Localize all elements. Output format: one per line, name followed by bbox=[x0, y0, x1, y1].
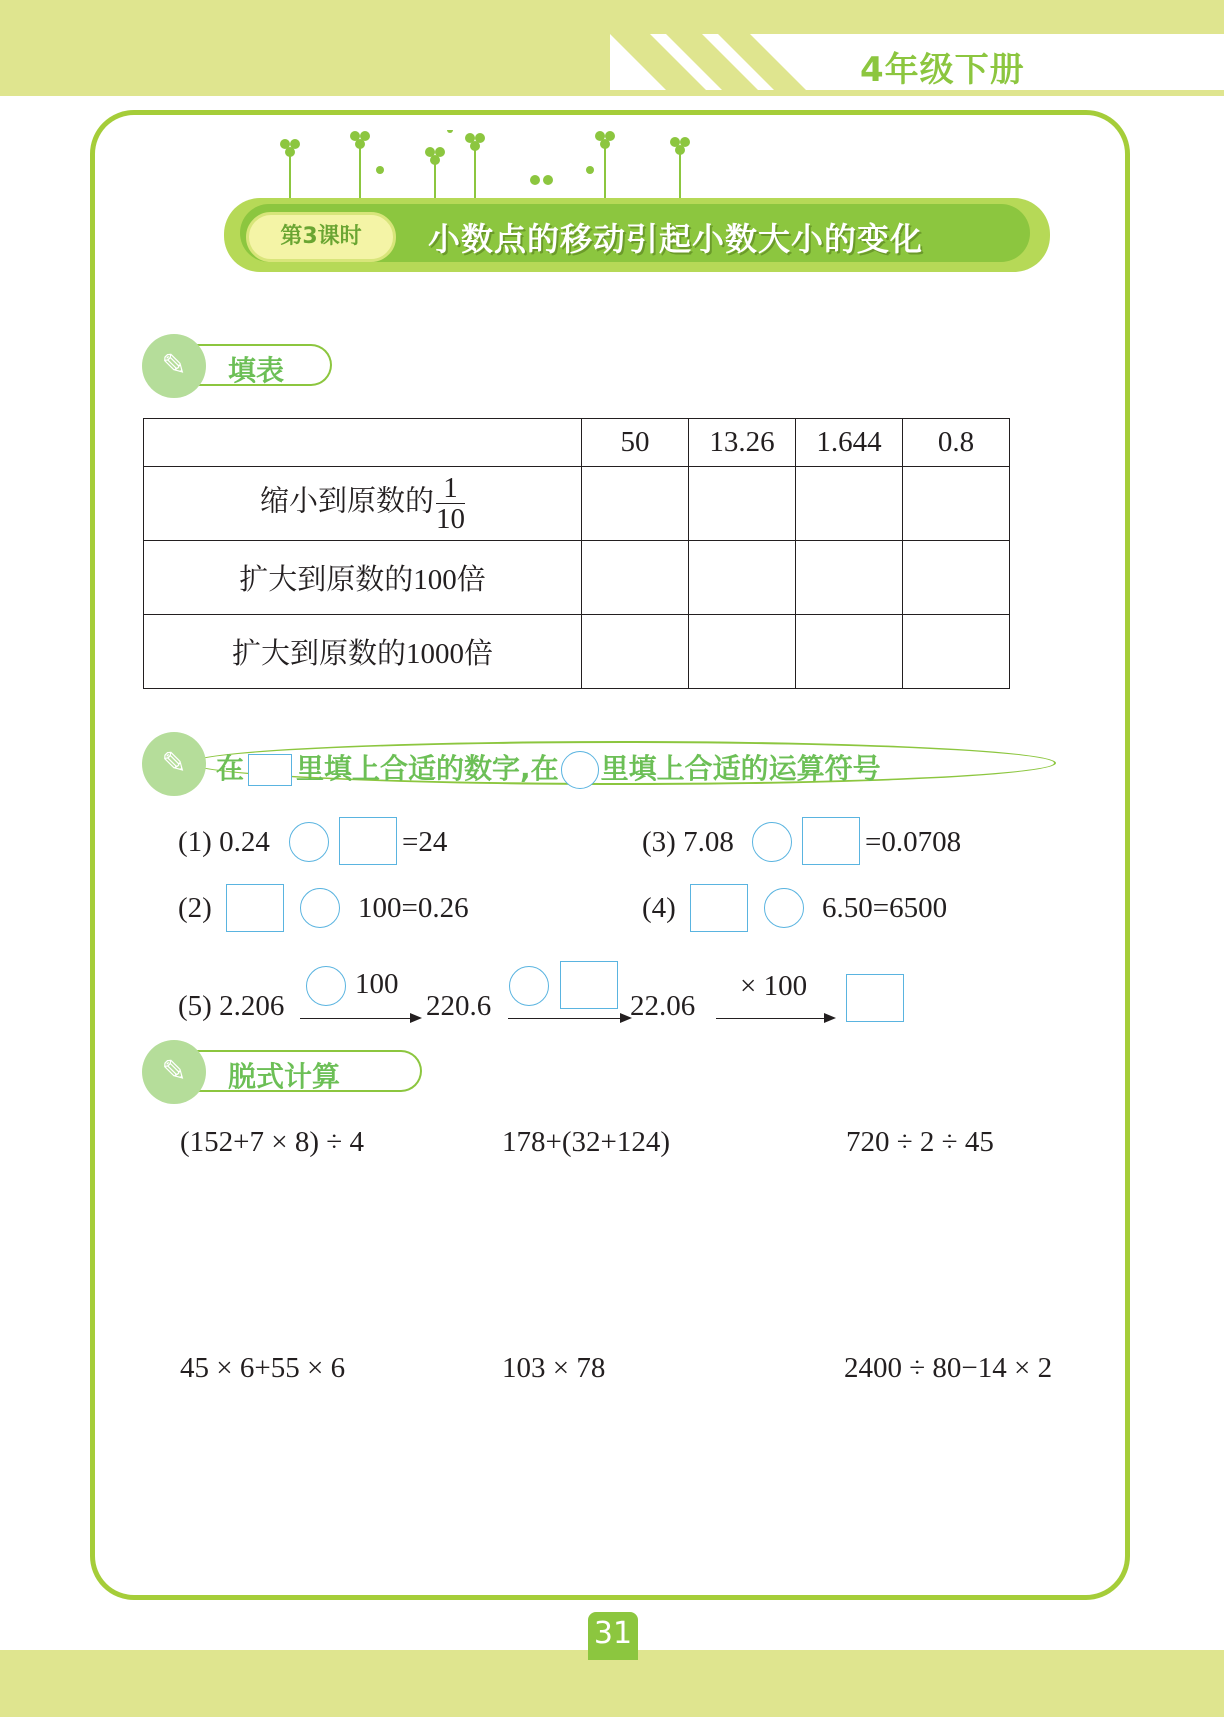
calc-problem: (152+7 × 8) ÷ 4 bbox=[180, 1126, 364, 1158]
table-header-cell: 50 bbox=[582, 419, 689, 467]
answer-cell[interactable] bbox=[689, 467, 796, 541]
q2-number-box[interactable] bbox=[226, 884, 284, 932]
q4-prefix: (4) bbox=[642, 892, 676, 924]
q4-number-box[interactable] bbox=[690, 884, 748, 932]
q4-operator-circle[interactable] bbox=[764, 888, 804, 928]
calc-problem: 45 × 6+55 × 6 bbox=[180, 1352, 346, 1384]
pen-icon: ✎ bbox=[161, 1054, 187, 1089]
row-label: 扩大到原数的100倍 bbox=[144, 541, 582, 615]
q5-operator-circle-2[interactable] bbox=[509, 966, 549, 1006]
section3-pen-circle bbox=[142, 1040, 206, 1104]
arrow-2-line bbox=[508, 1018, 622, 1019]
answer-cell[interactable] bbox=[903, 615, 1010, 689]
q5-prefix: (5) 2.206 bbox=[178, 990, 285, 1022]
q4-suffix: 6.50=6500 bbox=[822, 892, 948, 924]
calc-problem: 2400 ÷ 80−14 × 2 bbox=[844, 1352, 1053, 1384]
stripes-decoration bbox=[610, 34, 820, 90]
section3-title: 脱式计算 bbox=[228, 1060, 341, 1093]
section1-pen-circle bbox=[142, 334, 206, 398]
q5-result-box[interactable] bbox=[846, 974, 904, 1022]
row-label: 扩大到原数的1000倍 bbox=[144, 615, 582, 689]
table-row bbox=[144, 541, 1010, 615]
answer-cell[interactable] bbox=[582, 615, 689, 689]
fraction-numerator: 1 bbox=[436, 473, 465, 504]
q2-prefix: (2) bbox=[178, 892, 212, 924]
pen-icon: ✎ bbox=[161, 348, 187, 383]
calc-problem: 178+(32+124) bbox=[502, 1126, 671, 1158]
row-label bbox=[144, 467, 582, 541]
section2-title-part1: 在 bbox=[216, 752, 245, 785]
answer-cell[interactable] bbox=[903, 467, 1010, 541]
q2-suffix: 100=0.26 bbox=[358, 892, 469, 924]
answer-cell[interactable] bbox=[796, 615, 903, 689]
fill-table bbox=[143, 418, 1010, 689]
q3-prefix: (3) 7.08 bbox=[642, 826, 734, 858]
q3-operator-circle[interactable] bbox=[752, 822, 792, 862]
answer-cell[interactable] bbox=[582, 541, 689, 615]
arrow-1-head-icon bbox=[410, 1013, 422, 1023]
q1-prefix: (1) 0.24 bbox=[178, 826, 270, 858]
q5-arrow1-label: 100 bbox=[355, 968, 399, 1000]
q5-mid2: 22.06 bbox=[630, 990, 696, 1022]
table-row bbox=[144, 467, 1010, 541]
fraction-denominator: 10 bbox=[436, 503, 465, 535]
footer-band bbox=[0, 1650, 1224, 1717]
table-header-cell: 1.644 bbox=[796, 419, 903, 467]
fraction bbox=[436, 473, 465, 535]
q1-number-box[interactable] bbox=[339, 817, 397, 865]
answer-cell[interactable] bbox=[796, 541, 903, 615]
section2-title-part3: 里填上合适的运算符号 bbox=[600, 752, 881, 785]
q2-operator-circle[interactable] bbox=[300, 888, 340, 928]
arrow-1-line bbox=[300, 1018, 412, 1019]
section2-title-part2: 里填上合适的数字,在 bbox=[296, 752, 559, 785]
section1-title: 填表 bbox=[228, 354, 285, 387]
q1-operator-circle[interactable] bbox=[289, 822, 329, 862]
answer-cell[interactable] bbox=[582, 467, 689, 541]
q5-mid1: 220.6 bbox=[426, 990, 492, 1022]
table-header-cell: 0.8 bbox=[903, 419, 1010, 467]
answer-cell[interactable] bbox=[689, 541, 796, 615]
section2-title bbox=[216, 747, 881, 789]
q5-number-box-2[interactable] bbox=[560, 961, 618, 1009]
answer-cell[interactable] bbox=[796, 467, 903, 541]
answer-cell[interactable] bbox=[903, 541, 1010, 615]
table-row bbox=[144, 615, 1010, 689]
q5-arrow3-label: × 100 bbox=[740, 970, 808, 1002]
table-header-cell bbox=[144, 419, 582, 467]
q3-number-box[interactable] bbox=[802, 817, 860, 865]
grade-label: 4年级下册 bbox=[860, 50, 1025, 90]
arrow-3-line bbox=[716, 1018, 826, 1019]
row-label-text: 缩小到原数的 bbox=[259, 485, 434, 518]
lesson-number: 第3课时 bbox=[246, 212, 396, 262]
answer-cell[interactable] bbox=[689, 615, 796, 689]
table-header-cell: 13.26 bbox=[689, 419, 796, 467]
circle-symbol bbox=[561, 751, 599, 789]
calc-problem: 103 × 78 bbox=[502, 1352, 606, 1384]
q3-suffix: =0.0708 bbox=[865, 826, 962, 858]
arrow-3-head-icon bbox=[824, 1013, 836, 1023]
q5-operator-circle-1[interactable] bbox=[306, 966, 346, 1006]
page-number: 31 bbox=[593, 1616, 633, 1651]
square-symbol bbox=[248, 754, 292, 786]
pen-icon: ✎ bbox=[161, 746, 187, 781]
q1-suffix: =24 bbox=[402, 826, 448, 858]
lesson-title: 小数点的移动引起小数大小的变化 bbox=[428, 220, 924, 258]
table-header-row bbox=[144, 419, 1010, 467]
section2-pen-circle bbox=[142, 732, 206, 796]
clover-decoration bbox=[260, 130, 720, 200]
calc-problem: 720 ÷ 2 ÷ 45 bbox=[846, 1126, 994, 1158]
